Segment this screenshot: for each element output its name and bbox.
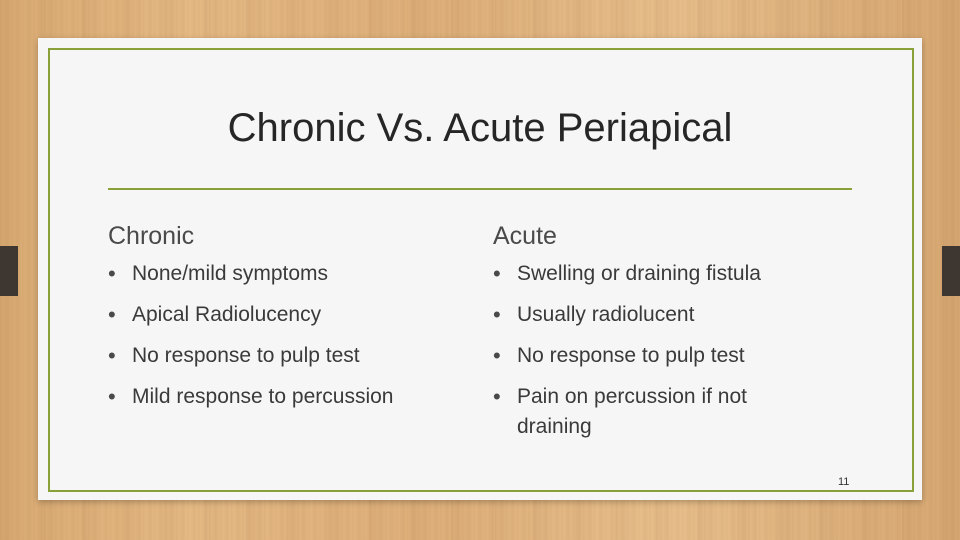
list-item-text: Pain on percussion if not draining xyxy=(517,385,747,438)
bullet-icon: • xyxy=(493,302,501,327)
slide-title: Chronic Vs. Acute Periapical xyxy=(227,106,733,150)
page-number: 11 xyxy=(838,476,850,488)
chronic-heading: Chronic xyxy=(108,222,195,250)
bullet-icon: • xyxy=(493,261,501,286)
bullet-icon: • xyxy=(493,343,501,368)
bullet-icon: • xyxy=(108,384,116,409)
list-item xyxy=(108,341,428,371)
acute-list xyxy=(493,259,813,442)
list-item xyxy=(493,382,813,442)
bullet-icon: • xyxy=(108,302,116,327)
list-item xyxy=(493,259,813,289)
list-item-text: No response to pulp test xyxy=(132,344,360,367)
list-item-text: None/mild symptoms xyxy=(132,262,329,285)
acute-heading: Acute xyxy=(493,222,557,250)
left-edge-tab xyxy=(0,246,18,296)
bullet-icon: • xyxy=(493,384,501,409)
list-item-text: No response to pulp test xyxy=(517,344,745,367)
chronic-column xyxy=(108,222,428,423)
title-divider xyxy=(108,188,852,190)
list-item xyxy=(493,300,813,330)
list-item-text: Apical Radiolucency xyxy=(132,303,322,326)
list-item xyxy=(493,341,813,371)
bullet-icon: • xyxy=(108,343,116,368)
list-item-text: Swelling or draining fistula xyxy=(517,262,761,285)
list-item xyxy=(108,259,428,289)
slide xyxy=(38,38,922,500)
list-item xyxy=(108,300,428,330)
chronic-list xyxy=(108,259,428,412)
acute-column xyxy=(493,222,813,453)
list-item-text: Mild response to percussion xyxy=(132,385,394,408)
list-item xyxy=(108,382,428,412)
list-item-text: Usually radiolucent xyxy=(517,303,695,326)
bullet-icon: • xyxy=(108,261,116,286)
right-edge-tab xyxy=(942,246,960,296)
